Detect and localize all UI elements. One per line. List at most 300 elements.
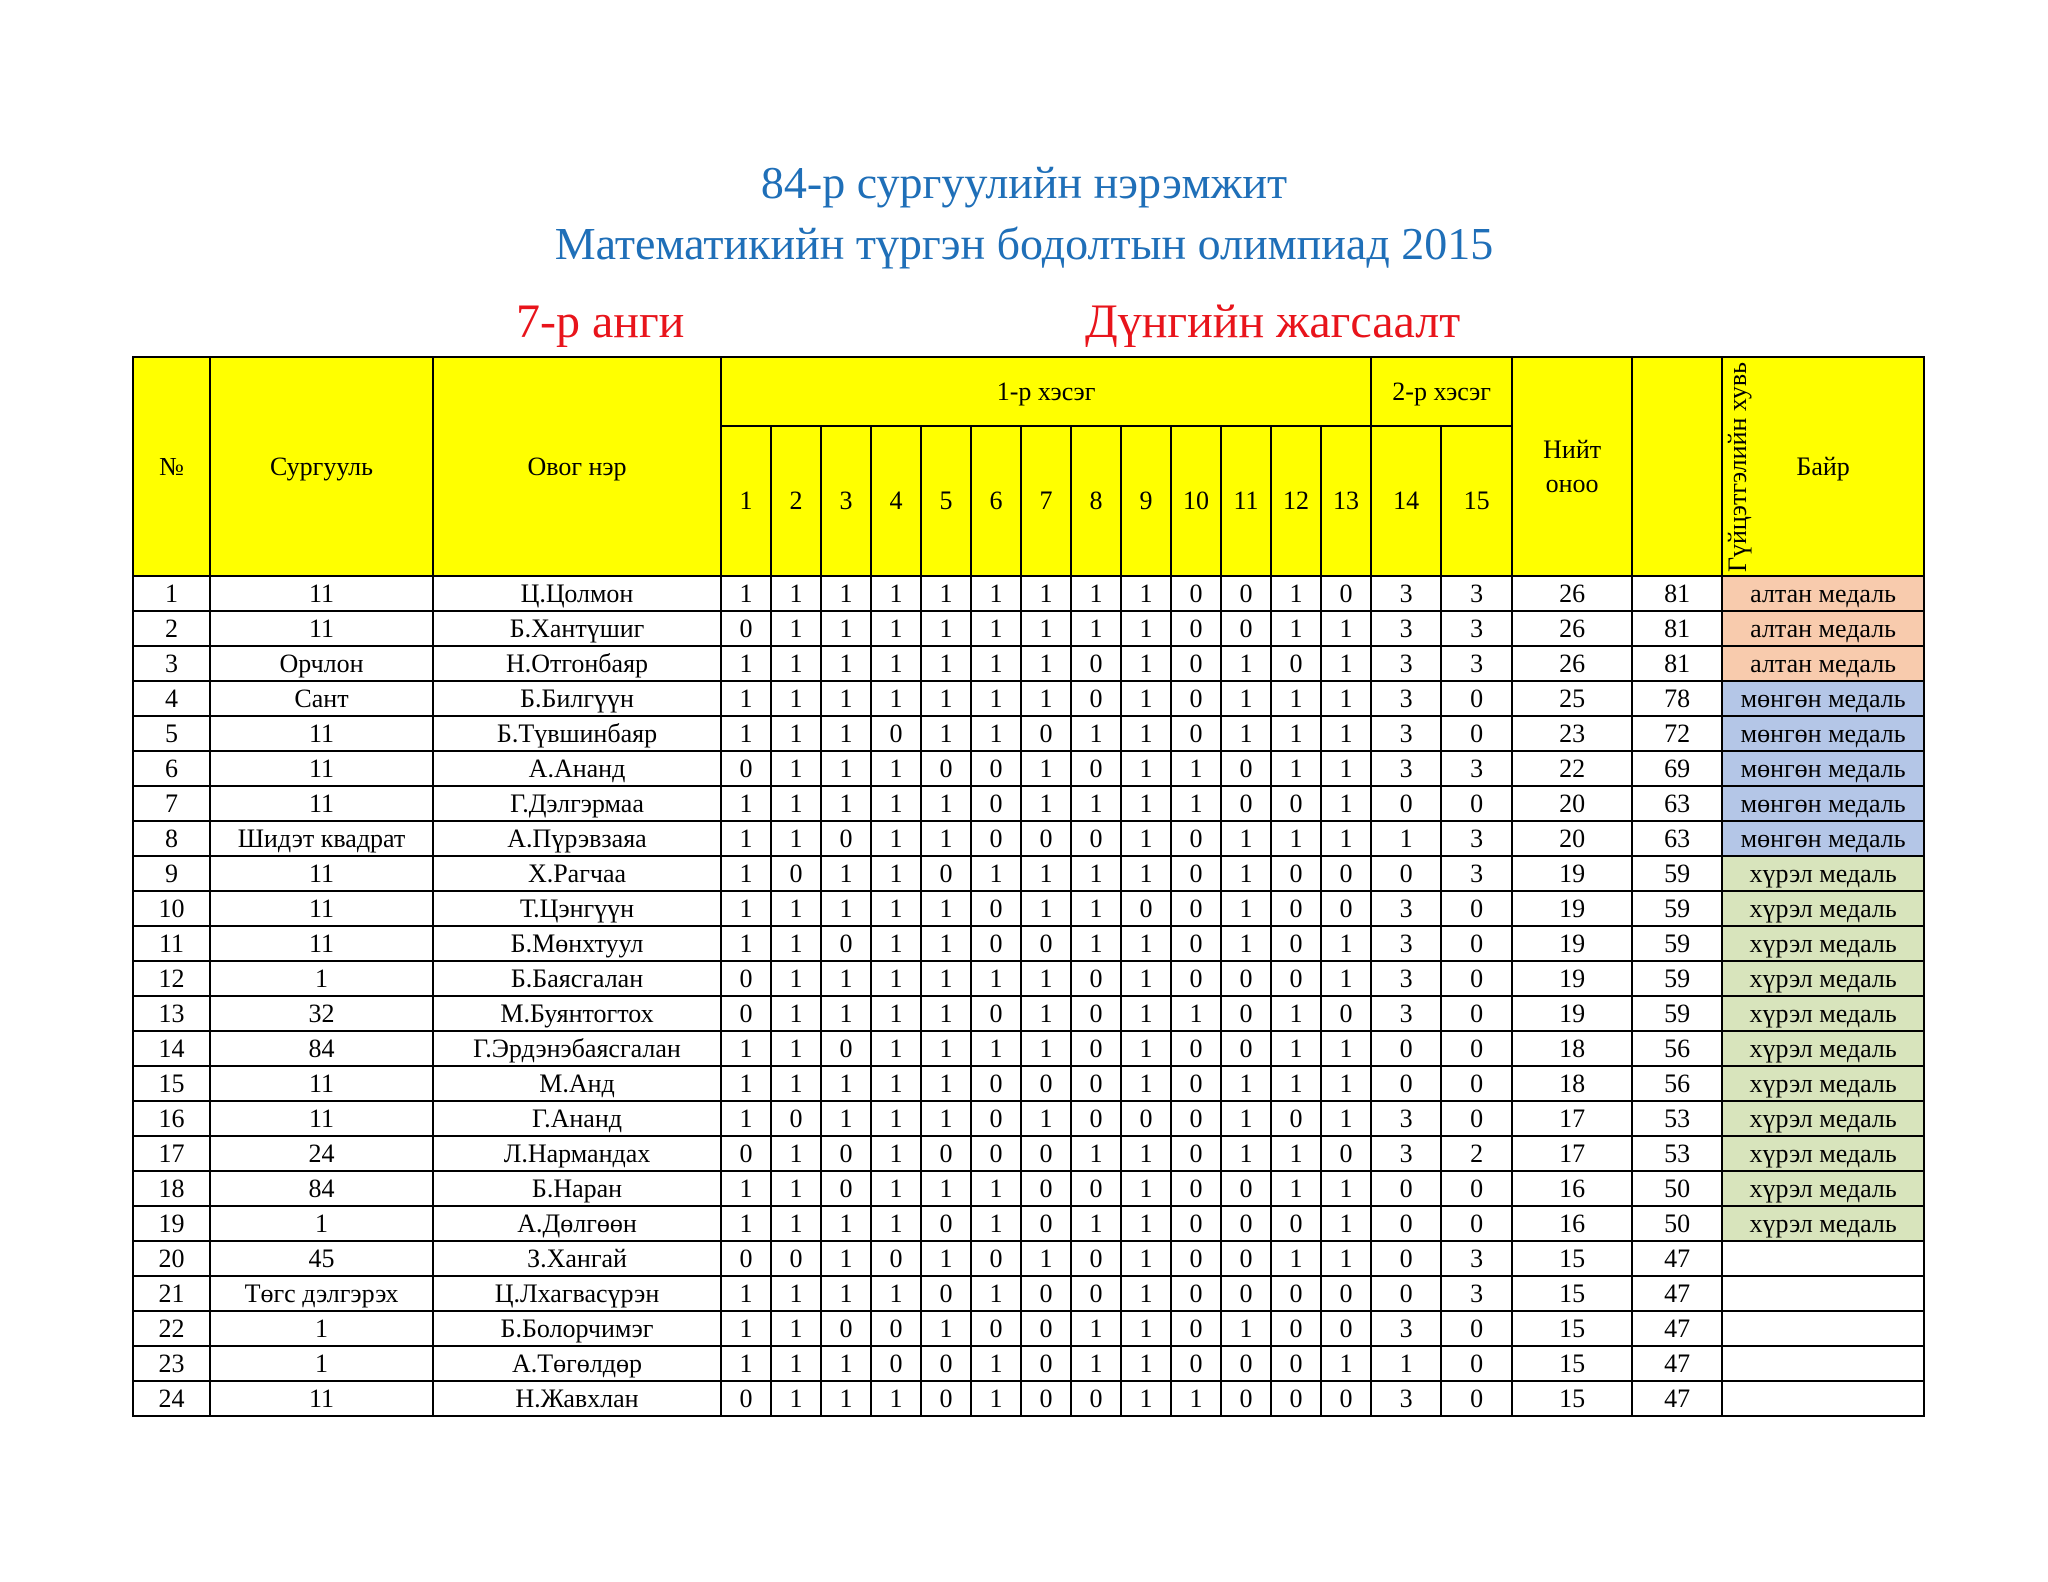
score-cell: 0 [1171, 1346, 1221, 1381]
score-cell: 1 [821, 681, 871, 716]
score-cell: 1 [1121, 1276, 1171, 1311]
total-score-cell: 26 [1512, 646, 1632, 681]
score-cell: 1 [1021, 646, 1071, 681]
score-cell: 1 [771, 1136, 821, 1171]
total-score-cell: 15 [1512, 1381, 1632, 1416]
table-row [133, 961, 1924, 996]
score-cell: 1 [1121, 1171, 1171, 1206]
score-cell: 1 [1071, 1136, 1121, 1171]
award-cell: хүрэл медаль [1722, 1206, 1924, 1241]
student-name-cell: Б.Болорчимэг [433, 1311, 721, 1346]
row-number: 9 [133, 856, 210, 891]
score-cell: 1 [1221, 1066, 1271, 1101]
score-cell: 0 [1441, 1031, 1512, 1066]
student-name-cell: Б.Наран [433, 1171, 721, 1206]
score-cell: 1 [1071, 1206, 1121, 1241]
table-row [133, 1101, 1924, 1136]
score-cell: 0 [1171, 856, 1221, 891]
score-cell: 1 [1021, 1101, 1071, 1136]
score-cell: 0 [1021, 1276, 1071, 1311]
score-cell: 1 [1221, 646, 1271, 681]
score-cell: 0 [1441, 1066, 1512, 1101]
score-cell: 1 [1121, 821, 1171, 856]
score-cell: 1 [1321, 1206, 1371, 1241]
total-score-cell: 19 [1512, 996, 1632, 1031]
score-cell: 1 [1321, 961, 1371, 996]
score-cell: 1 [821, 611, 871, 646]
percent-cell: 59 [1632, 856, 1722, 891]
total-score-cell: 15 [1512, 1346, 1632, 1381]
score-cell: 1 [921, 1171, 971, 1206]
header-problem: 7 [1021, 426, 1071, 576]
score-cell: 0 [1271, 646, 1321, 681]
award-cell [1722, 1311, 1924, 1346]
row-number: 23 [133, 1346, 210, 1381]
total-score-cell: 17 [1512, 1101, 1632, 1136]
percent-cell: 50 [1632, 1206, 1722, 1241]
score-cell: 1 [1271, 1171, 1321, 1206]
score-cell: 0 [1441, 1101, 1512, 1136]
score-cell: 0 [1271, 1346, 1321, 1381]
total-score-cell: 15 [1512, 1311, 1632, 1346]
score-cell: 1 [871, 1276, 921, 1311]
score-cell: 0 [1121, 1101, 1171, 1136]
total-score-cell: 25 [1512, 681, 1632, 716]
score-cell: 0 [1271, 856, 1321, 891]
score-cell: 1 [771, 681, 821, 716]
total-score-cell: 19 [1512, 961, 1632, 996]
student-name-cell: З.Хангай [433, 1241, 721, 1276]
score-cell: 1 [971, 856, 1021, 891]
score-cell: 1 [1271, 1136, 1321, 1171]
score-cell: 1 [821, 646, 871, 681]
score-cell: 1 [771, 1381, 821, 1416]
score-cell: 1 [821, 716, 871, 751]
score-cell: 0 [1271, 891, 1321, 926]
results-table [132, 356, 1925, 1417]
score-cell: 1 [971, 576, 1021, 611]
total-score-cell: 22 [1512, 751, 1632, 786]
school-cell: 11 [210, 1381, 433, 1416]
school-cell: 11 [210, 716, 433, 751]
score-cell: 0 [1021, 1311, 1071, 1346]
score-cell: 0 [1371, 856, 1441, 891]
score-cell: 1 [1121, 646, 1171, 681]
score-cell: 0 [1021, 926, 1071, 961]
score-cell: 0 [1171, 1241, 1221, 1276]
score-cell: 0 [1171, 961, 1221, 996]
score-cell: 1 [771, 1171, 821, 1206]
header-problem: 4 [871, 426, 921, 576]
score-cell: 0 [1171, 646, 1221, 681]
row-number: 17 [133, 1136, 210, 1171]
student-name-cell: М.Буянтогтох [433, 996, 721, 1031]
score-cell: 0 [1071, 996, 1121, 1031]
score-cell: 0 [1221, 1241, 1271, 1276]
score-cell: 1 [771, 611, 821, 646]
score-cell: 1 [1221, 1311, 1271, 1346]
score-cell: 1 [971, 1346, 1021, 1381]
score-cell: 1 [1121, 751, 1171, 786]
student-name-cell: М.Анд [433, 1066, 721, 1101]
score-cell: 0 [1171, 576, 1221, 611]
score-cell: 1 [921, 996, 971, 1031]
score-cell: 1 [1321, 1066, 1371, 1101]
score-cell: 0 [1371, 1171, 1441, 1206]
score-cell: 0 [1221, 1171, 1271, 1206]
score-cell: 1 [1271, 821, 1321, 856]
score-cell: 1 [1021, 611, 1071, 646]
student-name-cell: А.Пүрэвзаяа [433, 821, 721, 856]
score-cell: 1 [1321, 1346, 1371, 1381]
score-cell: 1 [1221, 1101, 1271, 1136]
score-cell: 3 [1371, 751, 1441, 786]
score-cell: 1 [1121, 1381, 1171, 1416]
percent-cell: 47 [1632, 1276, 1722, 1311]
score-cell: 1 [771, 1206, 821, 1241]
score-cell: 3 [1371, 996, 1441, 1031]
score-cell: 1 [821, 1381, 871, 1416]
score-cell: 0 [1071, 1171, 1121, 1206]
score-cell: 1 [1071, 1346, 1121, 1381]
score-cell: 3 [1371, 646, 1441, 681]
award-cell: хүрэл медаль [1722, 1171, 1924, 1206]
score-cell: 0 [921, 1346, 971, 1381]
header-problem: 10 [1171, 426, 1221, 576]
total-score-cell: 23 [1512, 716, 1632, 751]
score-cell: 0 [1271, 1206, 1321, 1241]
score-cell: 1 [1221, 926, 1271, 961]
score-cell: 0 [1321, 1381, 1371, 1416]
score-cell: 0 [971, 1101, 1021, 1136]
score-cell: 0 [1441, 786, 1512, 821]
score-cell: 0 [1071, 681, 1121, 716]
school-cell: 11 [210, 926, 433, 961]
score-cell: 1 [921, 786, 971, 821]
score-cell: 1 [1321, 681, 1371, 716]
table-row [133, 751, 1924, 786]
score-cell: 0 [771, 856, 821, 891]
percent-cell: 72 [1632, 716, 1722, 751]
score-cell: 0 [971, 926, 1021, 961]
score-cell: 3 [1441, 646, 1512, 681]
score-cell: 1 [721, 1206, 771, 1241]
score-cell: 1 [1071, 891, 1121, 926]
score-cell: 1 [871, 1101, 921, 1136]
total-score-cell: 15 [1512, 1276, 1632, 1311]
row-number: 15 [133, 1066, 210, 1101]
score-cell: 0 [971, 996, 1021, 1031]
score-cell: 1 [721, 1101, 771, 1136]
score-cell: 0 [1271, 786, 1321, 821]
score-cell: 0 [821, 1136, 871, 1171]
score-cell: 0 [1071, 1241, 1121, 1276]
score-cell: 1 [1271, 1031, 1321, 1066]
score-cell: 0 [1171, 1031, 1221, 1066]
score-cell: 1 [971, 681, 1021, 716]
score-cell: 0 [821, 821, 871, 856]
award-cell: мөнгөн медаль [1722, 751, 1924, 786]
percent-cell: 59 [1632, 961, 1722, 996]
score-cell: 1 [1071, 786, 1121, 821]
score-cell: 0 [1171, 1101, 1221, 1136]
school-cell: 84 [210, 1171, 433, 1206]
student-name-cell: Н.Отгонбаяр [433, 646, 721, 681]
score-cell: 0 [1321, 576, 1371, 611]
score-cell: 1 [821, 1346, 871, 1381]
score-cell: 0 [1441, 716, 1512, 751]
score-cell: 3 [1441, 1276, 1512, 1311]
score-cell: 0 [1021, 1346, 1071, 1381]
award-cell: хүрэл медаль [1722, 961, 1924, 996]
score-cell: 1 [921, 1241, 971, 1276]
score-cell: 0 [821, 1171, 871, 1206]
score-cell: 1 [721, 1346, 771, 1381]
score-cell: 0 [1441, 1171, 1512, 1206]
student-name-cell: А.Төгөлдөр [433, 1346, 721, 1381]
header-total: Нийт оноо [1512, 357, 1632, 576]
header-problem: 12 [1271, 426, 1321, 576]
score-cell: 1 [821, 856, 871, 891]
award-cell [1722, 1346, 1924, 1381]
score-cell: 1 [771, 821, 821, 856]
score-cell: 1 [921, 1031, 971, 1066]
score-cell: 0 [1221, 1276, 1271, 1311]
school-cell: 11 [210, 1101, 433, 1136]
score-cell: 1 [1321, 1031, 1371, 1066]
school-cell: 84 [210, 1031, 433, 1066]
score-cell: 1 [1071, 856, 1121, 891]
score-cell: 1 [1021, 751, 1071, 786]
score-cell: 0 [971, 1241, 1021, 1276]
score-cell: 1 [721, 1031, 771, 1066]
award-cell: алтан медаль [1722, 611, 1924, 646]
score-cell: 1 [1121, 856, 1171, 891]
score-cell: 1 [1321, 786, 1371, 821]
score-cell: 1 [1121, 786, 1171, 821]
score-cell: 0 [1441, 1311, 1512, 1346]
score-cell: 3 [1371, 926, 1441, 961]
score-cell: 1 [1271, 611, 1321, 646]
score-cell: 0 [1371, 1276, 1441, 1311]
row-number: 20 [133, 1241, 210, 1276]
score-cell: 0 [1321, 856, 1371, 891]
score-cell: 0 [1271, 926, 1321, 961]
header-problem: 3 [821, 426, 871, 576]
score-cell: 1 [1271, 576, 1321, 611]
percent-cell: 81 [1632, 646, 1722, 681]
score-cell: 0 [1371, 1206, 1441, 1241]
score-cell: 0 [1221, 996, 1271, 1031]
score-cell: 0 [1321, 996, 1371, 1031]
score-cell: 0 [1071, 1381, 1121, 1416]
header-problem: 9 [1121, 426, 1171, 576]
score-cell: 1 [921, 681, 971, 716]
score-cell: 0 [1171, 1276, 1221, 1311]
row-number: 19 [133, 1206, 210, 1241]
header-problem: 1 [721, 426, 771, 576]
student-name-cell: Б.Түвшинбаяр [433, 716, 721, 751]
percent-cell: 81 [1632, 611, 1722, 646]
score-cell: 0 [821, 926, 871, 961]
score-cell: 0 [1271, 1101, 1321, 1136]
score-cell: 1 [771, 961, 821, 996]
table-row [133, 1136, 1924, 1171]
score-cell: 1 [871, 1171, 921, 1206]
header-place: Байр [1722, 357, 1924, 576]
score-cell: 0 [1321, 891, 1371, 926]
percent-cell: 50 [1632, 1171, 1722, 1206]
table-row [133, 611, 1924, 646]
score-cell: 1 [871, 821, 921, 856]
score-cell: 3 [1371, 1311, 1441, 1346]
score-cell: 1 [971, 611, 1021, 646]
score-cell: 1 [1171, 1381, 1221, 1416]
score-cell: 0 [1071, 1101, 1121, 1136]
score-cell: 0 [1221, 1381, 1271, 1416]
score-cell: 1 [1121, 681, 1171, 716]
score-cell: 1 [771, 716, 821, 751]
score-cell: 0 [1171, 891, 1221, 926]
score-cell: 1 [771, 996, 821, 1031]
total-score-cell: 26 [1512, 576, 1632, 611]
student-name-cell: Г.Дэлгэрмаа [433, 786, 721, 821]
table-row [133, 1381, 1924, 1416]
header-name: Овог нэр [433, 357, 721, 576]
score-cell: 1 [1121, 1031, 1171, 1066]
award-cell: мөнгөн медаль [1722, 821, 1924, 856]
table-row [133, 1171, 1924, 1206]
score-cell: 1 [971, 716, 1021, 751]
score-cell: 1 [821, 1276, 871, 1311]
row-number: 12 [133, 961, 210, 996]
school-cell: 24 [210, 1136, 433, 1171]
score-cell: 0 [1441, 926, 1512, 961]
score-cell: 1 [721, 1276, 771, 1311]
score-cell: 0 [821, 1031, 871, 1066]
score-cell: 1 [1321, 926, 1371, 961]
score-cell: 1 [971, 961, 1021, 996]
total-score-cell: 15 [1512, 1241, 1632, 1276]
row-number: 1 [133, 576, 210, 611]
school-cell: 1 [210, 1206, 433, 1241]
score-cell: 1 [1221, 891, 1271, 926]
score-cell: 1 [1121, 1346, 1171, 1381]
row-number: 21 [133, 1276, 210, 1311]
score-cell: 1 [1121, 1241, 1171, 1276]
table-row [133, 681, 1924, 716]
score-cell: 3 [1371, 891, 1441, 926]
score-cell: 0 [1171, 1311, 1221, 1346]
score-cell: 1 [1171, 751, 1221, 786]
score-cell: 3 [1441, 821, 1512, 856]
score-cell: 0 [1121, 891, 1171, 926]
header-problem: 6 [971, 426, 1021, 576]
score-cell: 1 [1071, 611, 1121, 646]
percent-cell: 59 [1632, 891, 1722, 926]
score-cell: 0 [871, 1241, 921, 1276]
header-problem: 11 [1221, 426, 1271, 576]
score-cell: 1 [721, 821, 771, 856]
award-cell: хүрэл медаль [1722, 926, 1924, 961]
row-number: 6 [133, 751, 210, 786]
score-cell: 1 [971, 1206, 1021, 1241]
score-cell: 0 [1271, 1381, 1321, 1416]
total-score-cell: 17 [1512, 1136, 1632, 1171]
award-cell: хүрэл медаль [1722, 1066, 1924, 1101]
percent-cell: 47 [1632, 1311, 1722, 1346]
score-cell: 0 [921, 1136, 971, 1171]
score-cell: 0 [1321, 1136, 1371, 1171]
header-problem: 5 [921, 426, 971, 576]
score-cell: 2 [1441, 1136, 1512, 1171]
score-cell: 1 [871, 786, 921, 821]
score-cell: 1 [721, 1311, 771, 1346]
score-cell: 3 [1371, 681, 1441, 716]
award-cell: алтан медаль [1722, 576, 1924, 611]
total-score-cell: 20 [1512, 821, 1632, 856]
score-cell: 1 [971, 1031, 1021, 1066]
score-cell: 3 [1371, 961, 1441, 996]
table-row [133, 1066, 1924, 1101]
table-row [133, 786, 1924, 821]
student-name-cell: Ц.Цолмон [433, 576, 721, 611]
row-number: 4 [133, 681, 210, 716]
score-cell: 0 [1441, 1346, 1512, 1381]
score-cell: 1 [771, 576, 821, 611]
score-cell: 0 [1221, 786, 1271, 821]
score-cell: 1 [1121, 1311, 1171, 1346]
score-cell: 1 [1021, 576, 1071, 611]
header-problem: 15 [1441, 426, 1512, 576]
row-number: 14 [133, 1031, 210, 1066]
score-cell: 1 [1371, 821, 1441, 856]
score-cell: 0 [721, 611, 771, 646]
score-cell: 1 [1321, 646, 1371, 681]
total-score-cell: 19 [1512, 856, 1632, 891]
score-cell: 0 [1021, 716, 1071, 751]
score-cell: 1 [821, 961, 871, 996]
score-cell: 0 [721, 1241, 771, 1276]
percent-cell: 59 [1632, 996, 1722, 1031]
score-cell: 1 [871, 576, 921, 611]
percent-cell: 63 [1632, 786, 1722, 821]
score-cell: 0 [1441, 996, 1512, 1031]
score-cell: 0 [771, 1101, 821, 1136]
score-cell: 0 [971, 1136, 1021, 1171]
score-cell: 0 [1171, 611, 1221, 646]
total-score-cell: 26 [1512, 611, 1632, 646]
school-cell: 1 [210, 961, 433, 996]
award-cell: мөнгөн медаль [1722, 681, 1924, 716]
school-cell: Сант [210, 681, 433, 716]
score-cell: 1 [971, 1276, 1021, 1311]
score-cell: 1 [721, 926, 771, 961]
score-cell: 1 [871, 681, 921, 716]
score-cell: 0 [721, 1136, 771, 1171]
score-cell: 1 [871, 1381, 921, 1416]
score-cell: 0 [1021, 1381, 1071, 1416]
score-cell: 3 [1441, 751, 1512, 786]
row-number: 8 [133, 821, 210, 856]
score-cell: 1 [1171, 786, 1221, 821]
student-name-cell: Т.Цэнгүүн [433, 891, 721, 926]
award-cell [1722, 1241, 1924, 1276]
percent-cell: 69 [1632, 751, 1722, 786]
score-cell: 0 [1021, 821, 1071, 856]
row-number: 3 [133, 646, 210, 681]
score-cell: 1 [921, 961, 971, 996]
